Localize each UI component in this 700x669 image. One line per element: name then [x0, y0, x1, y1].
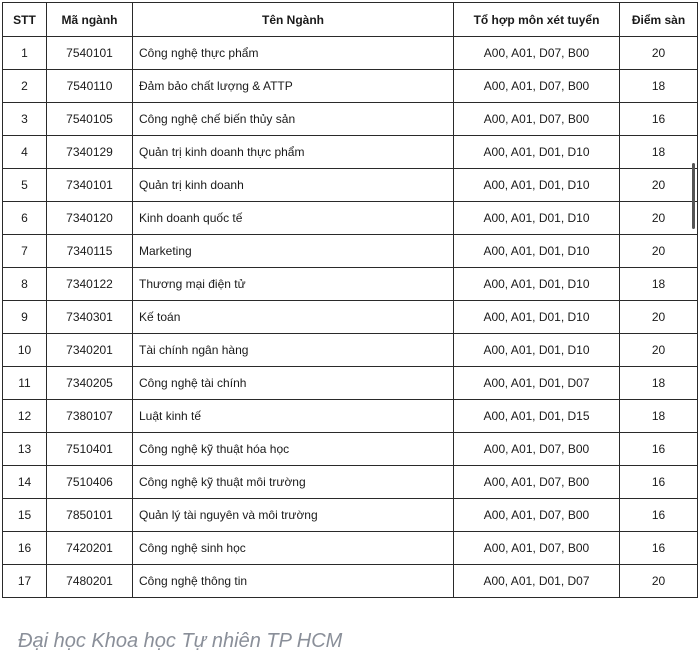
cell-stt: 9 [3, 301, 47, 334]
cell-stt: 8 [3, 268, 47, 301]
table-row [3, 367, 698, 400]
cell-ma-nganh: 7510401 [47, 433, 133, 466]
cell-ma-nganh: 7340129 [47, 136, 133, 169]
cell-ten-nganh: Công nghệ kỹ thuật hóa học [133, 433, 454, 466]
cell-ten-nganh: Công nghệ sinh học [133, 532, 454, 565]
cell-stt: 5 [3, 169, 47, 202]
header-stt: STT [3, 3, 47, 37]
cell-ma-nganh: 7480201 [47, 565, 133, 598]
cell-diem-san: 20 [620, 202, 698, 235]
cell-stt: 1 [3, 37, 47, 70]
cell-to-hop: A00, A01, D07, B00 [454, 103, 620, 136]
table-row [3, 268, 698, 301]
cell-to-hop: A00, A01, D01, D15 [454, 400, 620, 433]
cell-to-hop: A00, A01, D01, D10 [454, 301, 620, 334]
cell-ten-nganh: Công nghệ chế biến thủy sản [133, 103, 454, 136]
cell-stt: 7 [3, 235, 47, 268]
table-row [3, 334, 698, 367]
table-row [3, 301, 698, 334]
cell-diem-san: 20 [620, 37, 698, 70]
cell-diem-san: 16 [620, 103, 698, 136]
cell-ma-nganh: 7340101 [47, 169, 133, 202]
cell-stt: 3 [3, 103, 47, 136]
cell-stt: 12 [3, 400, 47, 433]
cell-to-hop: A00, A01, D07, B00 [454, 37, 620, 70]
table-row [3, 202, 698, 235]
cell-diem-san: 16 [620, 433, 698, 466]
cell-ten-nganh: Đảm bảo chất lượng & ATTP [133, 70, 454, 103]
cell-to-hop: A00, A01, D01, D10 [454, 202, 620, 235]
cell-ten-nganh: Tài chính ngân hàng [133, 334, 454, 367]
cell-ten-nganh: Công nghệ tài chính [133, 367, 454, 400]
cell-stt: 14 [3, 466, 47, 499]
cell-to-hop: A00, A01, D07, B00 [454, 532, 620, 565]
cell-diem-san: 18 [620, 268, 698, 301]
header-diem-san: Điểm sàn [620, 3, 698, 37]
cell-to-hop: A00, A01, D01, D07 [454, 367, 620, 400]
cell-to-hop: A00, A01, D07, B00 [454, 466, 620, 499]
cell-stt: 11 [3, 367, 47, 400]
table-row [3, 466, 698, 499]
cell-ma-nganh: 7420201 [47, 532, 133, 565]
table-row [3, 136, 698, 169]
cell-ten-nganh: Kinh doanh quốc tế [133, 202, 454, 235]
cell-stt: 13 [3, 433, 47, 466]
table-row [3, 37, 698, 70]
cell-ma-nganh: 7340120 [47, 202, 133, 235]
table-row [3, 499, 698, 532]
cell-diem-san: 18 [620, 70, 698, 103]
cell-diem-san: 18 [620, 400, 698, 433]
cell-ten-nganh: Marketing [133, 235, 454, 268]
cell-to-hop: A00, A01, D01, D10 [454, 334, 620, 367]
cell-diem-san: 20 [620, 235, 698, 268]
cell-ma-nganh: 7380107 [47, 400, 133, 433]
header-to-hop: Tổ hợp môn xét tuyển [454, 3, 620, 37]
cell-ten-nganh: Công nghệ thực phẩm [133, 37, 454, 70]
cell-ma-nganh: 7540105 [47, 103, 133, 136]
table-header-row [3, 3, 698, 37]
cell-ten-nganh: Công nghệ thông tin [133, 565, 454, 598]
header-ten-nganh: Tên Ngành [133, 3, 454, 37]
scrollbar-thumb[interactable] [692, 163, 695, 229]
cell-to-hop: A00, A01, D01, D10 [454, 169, 620, 202]
cell-diem-san: 20 [620, 565, 698, 598]
cell-to-hop: A00, A01, D01, D10 [454, 268, 620, 301]
cell-diem-san: 20 [620, 301, 698, 334]
cell-diem-san: 16 [620, 532, 698, 565]
cell-ma-nganh: 7510406 [47, 466, 133, 499]
admission-table-container [2, 2, 697, 598]
header-ma-nganh: Mã ngành [47, 3, 133, 37]
table-row [3, 565, 698, 598]
cell-ten-nganh: Công nghệ kỹ thuật môi trường [133, 466, 454, 499]
table-row [3, 433, 698, 466]
cell-diem-san: 20 [620, 169, 698, 202]
cell-stt: 15 [3, 499, 47, 532]
table-row [3, 235, 698, 268]
cell-diem-san: 18 [620, 367, 698, 400]
cell-stt: 4 [3, 136, 47, 169]
cell-diem-san: 16 [620, 466, 698, 499]
cell-diem-san: 16 [620, 499, 698, 532]
cell-stt: 2 [3, 70, 47, 103]
table-row [3, 70, 698, 103]
table-body [3, 37, 698, 598]
cell-ma-nganh: 7340122 [47, 268, 133, 301]
cell-stt: 10 [3, 334, 47, 367]
cell-to-hop: A00, A01, D07, B00 [454, 70, 620, 103]
cell-ma-nganh: 7340201 [47, 334, 133, 367]
cell-ten-nganh: Thương mại điện tử [133, 268, 454, 301]
cell-to-hop: A00, A01, D01, D10 [454, 136, 620, 169]
cell-ma-nganh: 7540101 [47, 37, 133, 70]
table-row [3, 532, 698, 565]
admission-score-table [2, 2, 698, 598]
cell-diem-san: 20 [620, 334, 698, 367]
table-row [3, 169, 698, 202]
cell-ma-nganh: 7850101 [47, 499, 133, 532]
table-row [3, 400, 698, 433]
cell-ten-nganh: Quản trị kinh doanh [133, 169, 454, 202]
cell-stt: 17 [3, 565, 47, 598]
cell-ma-nganh: 7540110 [47, 70, 133, 103]
cell-ten-nganh: Quản trị kinh doanh thực phẩm [133, 136, 454, 169]
cell-to-hop: A00, A01, D01, D07 [454, 565, 620, 598]
cell-stt: 16 [3, 532, 47, 565]
cell-ten-nganh: Luật kinh tế [133, 400, 454, 433]
cell-ma-nganh: 7340301 [47, 301, 133, 334]
cell-to-hop: A00, A01, D07, B00 [454, 499, 620, 532]
cell-diem-san: 18 [620, 136, 698, 169]
cell-to-hop: A00, A01, D01, D10 [454, 235, 620, 268]
cell-ma-nganh: 7340205 [47, 367, 133, 400]
cell-ten-nganh: Quản lý tài nguyên và môi trường [133, 499, 454, 532]
cell-to-hop: A00, A01, D07, B00 [454, 433, 620, 466]
cell-stt: 6 [3, 202, 47, 235]
cell-ten-nganh: Kế toán [133, 301, 454, 334]
image-caption: Đại học Khoa học Tự nhiên TP HCM [18, 630, 343, 652]
cell-ma-nganh: 7340115 [47, 235, 133, 268]
table-row [3, 103, 698, 136]
